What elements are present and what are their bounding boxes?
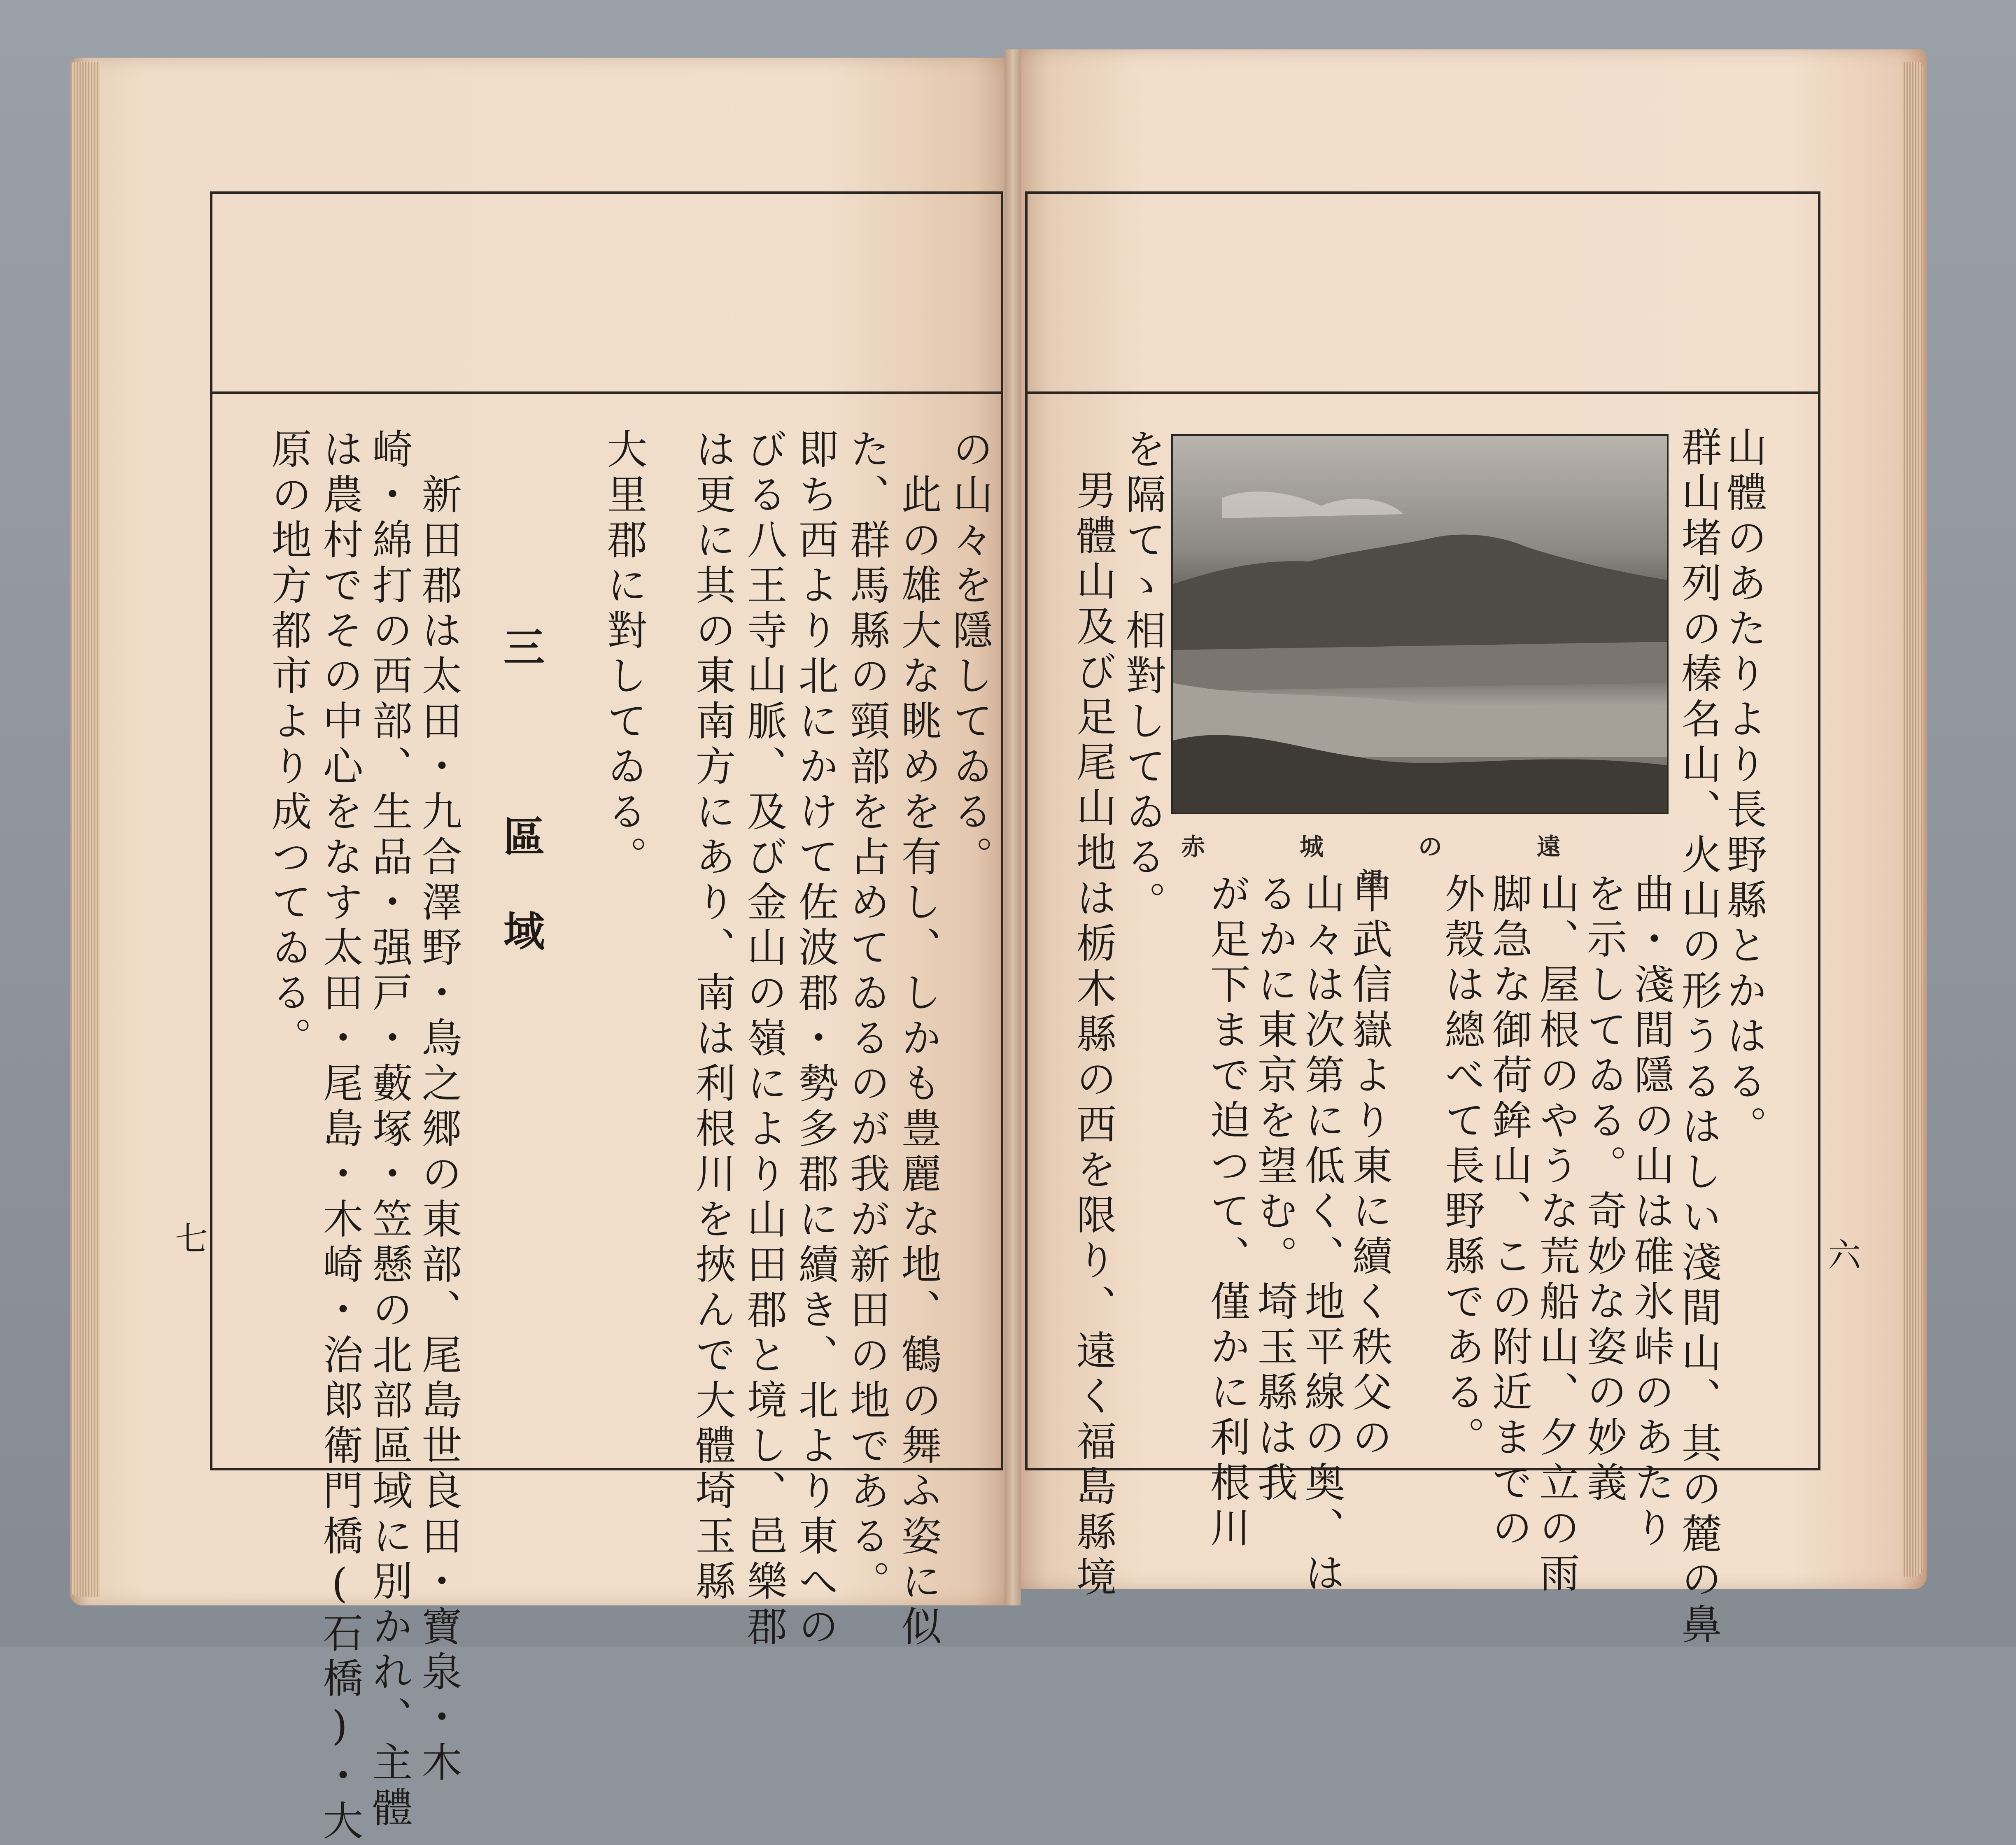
photo-caption: 赤城の遠望: [1181, 833, 1655, 895]
left-col-1: の山々を隱してゐる。: [946, 428, 993, 881]
right-col-9: 山々は次第に低く、地平線の奥、は: [1298, 873, 1345, 1597]
left-col-6: は更に其の東南方にあり、南は利根川を挾んで大體埼玉縣: [689, 428, 736, 1605]
mountain-photo: [1171, 434, 1669, 814]
page-edges-left: [71, 62, 100, 1597]
section-col-1: 新田郡は太田・九合澤野・鳥之郷の東部、尾島世良田・寶泉・木: [415, 473, 462, 1787]
right-col-3: 曲・淺間隱の山は碓氷峠のあたり: [1627, 873, 1674, 1552]
right-page-number: 六: [1828, 1236, 1861, 1274]
right-col-8: 甲武信嶽より東に續く秩父の: [1345, 873, 1392, 1461]
left-col-2: 此の雄大な眺めを有し、しかも豊麗な地、鶴の舞ふ姿に似: [895, 473, 942, 1651]
page-edges-right: [1902, 62, 1923, 1577]
right-col-13: 男體山及び足尾山地は栃木縣の西を限り、遠く福島縣境: [1070, 469, 1116, 1601]
right-col-2: 群山堵列の榛名山、火山の形うるはしい淺間山、其の麓の鼻: [1675, 426, 1722, 1649]
right-col-10: るかに東京を望む。埼玉縣は我: [1251, 873, 1298, 1507]
left-col-7: 大里郡に對してゐる。: [600, 428, 647, 881]
right-col-11: が足下まで迫つて、僅かに利根川: [1203, 873, 1250, 1552]
book-spine: [1005, 49, 1021, 1605]
right-col-7: 外殼は總べて長野縣である。: [1438, 873, 1485, 1461]
section-col-3: は農村でその中心をなす太田・尾島・木崎・治郞衛門橋(石橋)・大: [316, 428, 363, 1845]
section-col-2: 崎・綿打の西部、生品・强戸・藪塚・笠懸の北部區域に別かれ、主體: [366, 428, 413, 1832]
right-col-5: 山、屋根のやうな荒船山、夕立の雨: [1533, 873, 1580, 1597]
right-col-1: 山體のあたりより長野縣とかはる。: [1720, 426, 1767, 1151]
section-heading: 三 區域: [496, 626, 545, 1004]
left-page-number: 七: [175, 1220, 208, 1258]
left-col-5: びる八王寺山脈、及び金山の嶺により山田郡と境し、邑樂郡: [740, 428, 787, 1651]
left-col-3: た、群馬縣の頸部を占めてゐるのが我が新田の地である。: [843, 428, 890, 1605]
left-header-rule: [212, 391, 1001, 394]
section-col-4: 原の地方都市より成つてゐる。: [265, 428, 312, 1062]
right-header-rule: [1028, 391, 1818, 394]
right-col-6: 脚急な御荷鉾山、この附近までの: [1485, 873, 1532, 1552]
left-col-4: 即ち西より北にかけて佐波郡・勢多郡に續き、北より東への: [792, 428, 839, 1651]
right-col-12: を隔てゝ相對してゐる。: [1119, 428, 1166, 926]
right-col-4: を示してゐる。奇妙な姿の妙義: [1580, 873, 1627, 1507]
